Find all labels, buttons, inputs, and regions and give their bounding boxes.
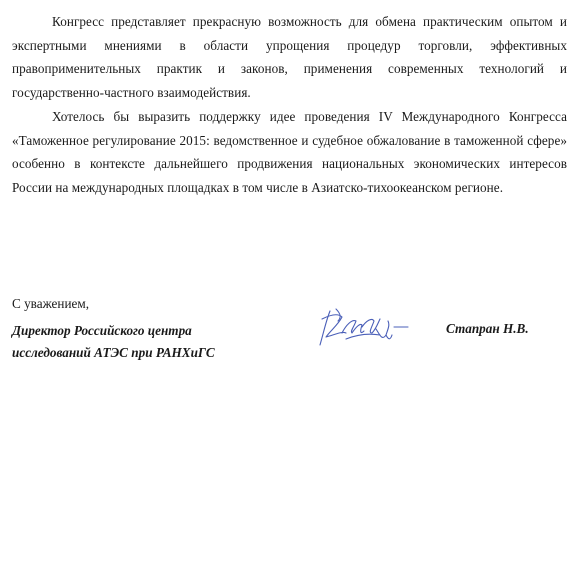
paragraph-congress-opportunity: Конгресс представляет прекрасную возможность для обмена практическим опытом и экспертными мнениями в области упрощения процедур торговли, эффективных правоприменительных практик и законов, применения современных технологий и государственно-частного взаимодействия. bbox=[12, 14, 567, 100]
signatory-position bbox=[12, 320, 215, 364]
position-line-1: Директор Российского центра bbox=[12, 323, 192, 338]
closing-salutation: С уважением, bbox=[12, 296, 89, 311]
signatory-name: Стапран Н.В. bbox=[446, 321, 529, 336]
handwritten-signature-icon bbox=[316, 305, 416, 353]
position-line-2: исследований АТЭС при РАНХиГС bbox=[12, 345, 215, 360]
paragraph-support-statement: Хотелось бы выразить поддержку идее проведения IV Международного Конгресса «Таможенное регулирование 2015: ведомственное и судебное обжалование в таможенной сфере» особенно в контексте дальнейшего продвижения национальных экономических интересов России на международных площадках в том числе в Азиатско-тихоокеанском регионе. bbox=[12, 109, 567, 195]
